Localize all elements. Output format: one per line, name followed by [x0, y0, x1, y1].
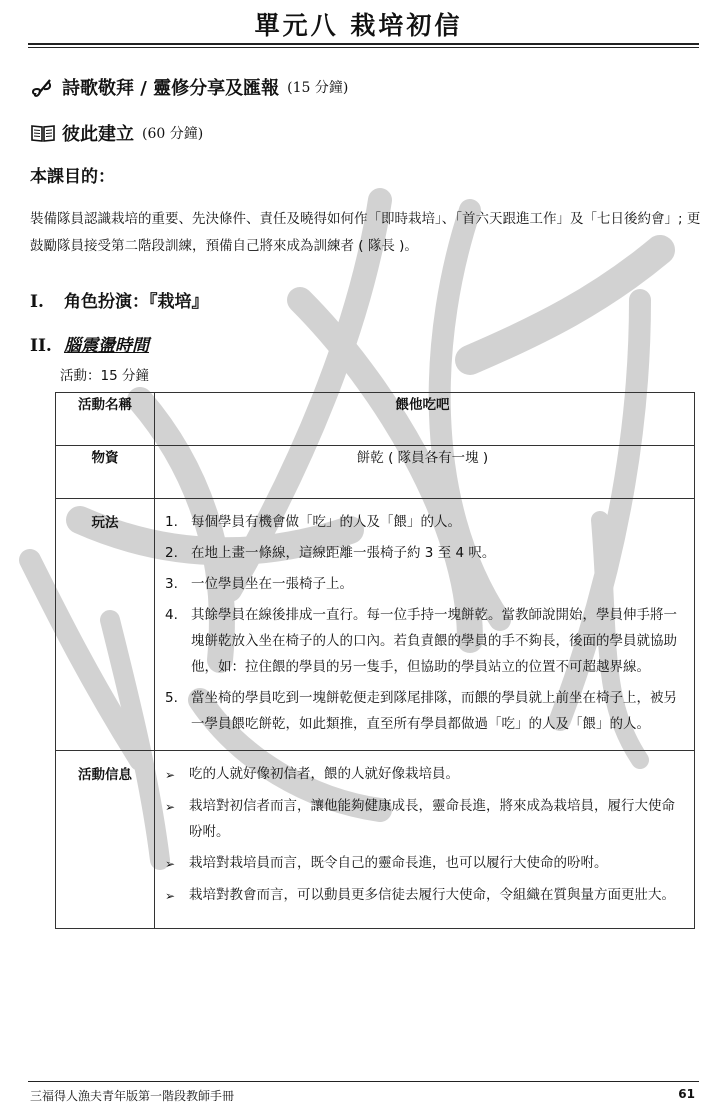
- step-text: 在地上畫一條線，這線距離一張椅子約 3 至 4 呎。: [191, 545, 496, 561]
- section-worship-duration: (15 分鐘): [287, 80, 349, 96]
- purpose-text: 裝備隊員認識栽培的重要、先決條件、責任及曉得如何作「即時栽培」、「首六天跟進工作」及「七日後約會」; 更鼓勵隊員接受第二階段訓練，預備自己將來成為訓練者 ( 隊長 )。: [30, 211, 701, 254]
- play-steps: [165, 509, 680, 737]
- arrow-bullet-icon: ➢: [165, 857, 176, 871]
- message-text: 栽培對初信者而言，讓他能夠健康成長，靈命長進，將來成為栽培員，履行大使命吩咐。: [189, 798, 675, 840]
- list-item: [165, 509, 680, 535]
- step-text: 一位學員坐在一張椅子上。: [191, 576, 353, 592]
- message-label: 活動信息: [56, 751, 155, 929]
- part-role-play: [30, 287, 209, 312]
- play-label: 玩法: [56, 499, 155, 751]
- list-item: [165, 571, 680, 597]
- step-number: 1.: [165, 514, 178, 530]
- step-text: 其餘學員在線後排成一直行。每一位手持一塊餅乾。當教師說開始，學員伸手將一塊餅乾放入坐在椅子的人的口內。若負責餵的學員的手不夠長，後面的學員就協助他，如：拉住餵的學員的另一隻手，但協助的學員站立的位置不可超越界線。: [191, 607, 677, 675]
- materials-label: 物資: [56, 446, 155, 499]
- list-item: [165, 882, 680, 909]
- step-number: 5.: [165, 690, 178, 706]
- footer-manual-title: 三福得人漁夫青年版第一階段教師手冊: [30, 1089, 235, 1103]
- message-text: 吃的人就好像初信者，餵的人就好像栽培員。: [189, 766, 459, 782]
- part-brainstorm-title: 腦震盪時間: [64, 336, 149, 356]
- table-row: [56, 446, 695, 499]
- list-item: [165, 540, 680, 566]
- section-building-duration: (60 分鐘): [142, 126, 204, 142]
- part-role-play-number: I.: [30, 292, 44, 312]
- arrow-bullet-icon: ➢: [165, 889, 176, 903]
- list-item: [165, 685, 680, 737]
- arrow-bullet-icon: ➢: [165, 768, 176, 782]
- activity-name-label: 活動名稱: [56, 393, 155, 446]
- header-rule: [28, 43, 699, 45]
- section-worship-title: 詩歌敬拜 / 靈修分享及匯報: [62, 78, 280, 99]
- message-text: 栽培對教會而言，可以動員更多信徒去履行大使命，令組織在質與量方面更壯大。: [189, 887, 675, 903]
- activity-duration: 活動：15 分鐘: [60, 368, 149, 384]
- open-book-icon: [30, 122, 56, 144]
- purpose-heading: 本課目的：: [30, 167, 115, 187]
- play-cell: [155, 499, 695, 751]
- message-cell: [155, 751, 695, 929]
- section-worship: [30, 74, 348, 100]
- arrow-bullet-icon: ➢: [165, 800, 176, 814]
- header-rule-thin: [28, 47, 699, 48]
- message-text: 栽培對栽培員而言，既令自己的靈命長進，也可以履行大使命的吩咐。: [189, 855, 608, 871]
- page-number: 61: [678, 1087, 695, 1101]
- part-role-play-title: 角色扮演：『栽培』: [64, 292, 209, 312]
- music-note-icon: [30, 76, 56, 98]
- activity-table: [55, 392, 695, 929]
- footer-rule: [28, 1081, 699, 1082]
- table-row: [56, 499, 695, 751]
- step-number: 4.: [165, 607, 178, 623]
- page-title: 單元八 栽培初信: [254, 11, 463, 40]
- list-item: [165, 761, 680, 788]
- step-text: 當坐椅的學員吃到一塊餅乾便走到隊尾排隊，而餵的學員就上前坐在椅子上，被另一學員餵吃餅乾，如此類推，直至所有學員都做過「吃」的人及「餵」的人。: [191, 690, 677, 732]
- activity-name-value: 餵他吃吧: [155, 393, 695, 446]
- materials-value: 餅乾 ( 隊員各有一塊 ): [155, 446, 695, 499]
- step-number: 3.: [165, 576, 178, 592]
- list-item: [165, 602, 680, 680]
- message-list: [165, 761, 680, 909]
- part-brainstorm: [30, 331, 149, 356]
- step-text: 每個學員有機會做「吃」的人及「餵」的人。: [191, 514, 461, 530]
- step-number: 2.: [165, 545, 178, 561]
- part-brainstorm-number: II.: [30, 336, 52, 356]
- section-building-title: 彼此建立: [62, 124, 134, 145]
- section-building: [30, 120, 203, 146]
- list-item: [165, 850, 680, 877]
- table-row: [56, 751, 695, 929]
- list-item: [165, 793, 680, 845]
- table-row: [56, 393, 695, 446]
